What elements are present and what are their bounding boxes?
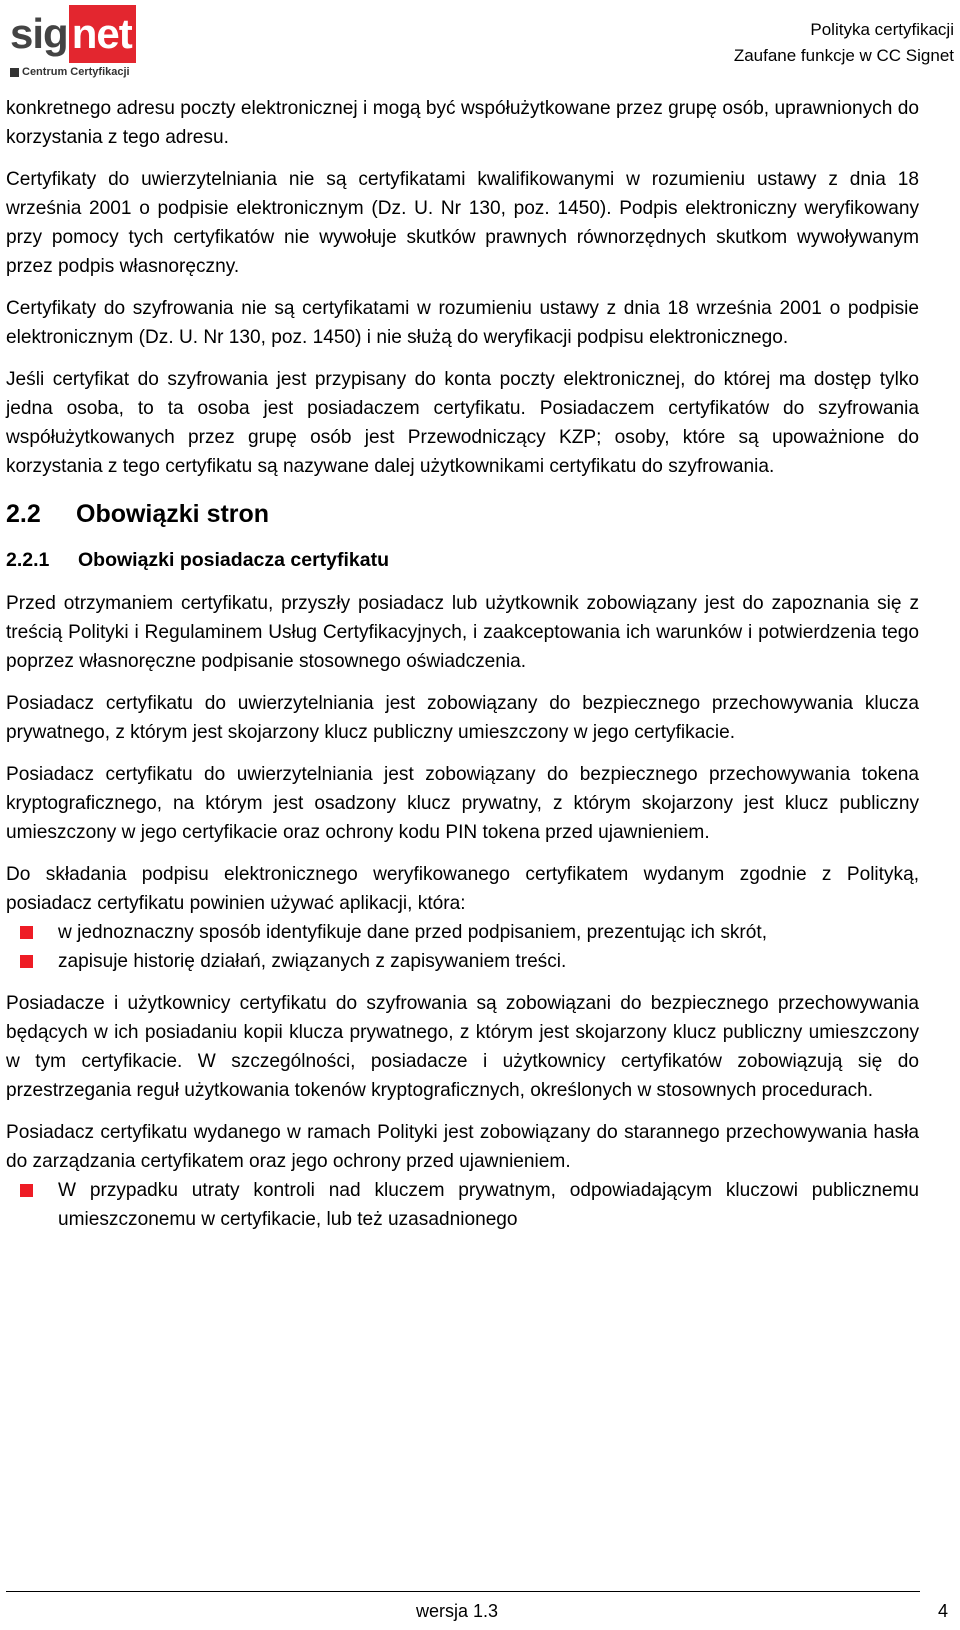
paragraph: Przed otrzymaniem certyfikatu, przyszły posiadacz lub użytkownik zobowiązany jest do zapoznania się z treścią Polityki i Regulaminem Usług Certyfikacyjnych, i zaakceptowania ich warunków i potwierdzenia tego poprzez własnoręczne podpisanie stosownego oświadczenia.	[6, 593, 919, 672]
document-subtitle: Zaufane funkcje w CC Signet	[733, 46, 954, 65]
document-title-block	[734, 17, 954, 69]
page-number: 4	[937, 1601, 948, 1621]
section-number: 2.2	[6, 500, 41, 528]
paragraph: Certyfikaty do uwierzytelniania nie są certyfikatami kwalifikowanymi w rozumieniu ustawy z dnia 18 września 2001 o podpisie elektronicznym (Dz. U. Nr 130, poz. 1450). Podpis elektroniczny weryfikowany przy pomocy tych certyfikatów nie wywołuje skutków prawnych równorzędnych skutkom wywoływanym przez podpis własnoręczny.	[6, 169, 919, 277]
square-icon	[10, 68, 19, 77]
paragraph: Posiadacz certyfikatu do uwierzytelniania jest zobowiązany do bezpiecznego przechowywania klucza prywatnego, z którym jest skojarzony klucz publiczny umieszczony w jego certyfikacie.	[6, 693, 919, 743]
page-content	[6, 94, 919, 1247]
footer-divider	[6, 1591, 920, 1592]
section-heading	[6, 499, 919, 529]
footer-version: wersja 1.3	[416, 1601, 499, 1621]
document-title: Polityka certyfikacji	[810, 20, 954, 39]
list-item	[6, 918, 919, 947]
page-header	[0, 0, 960, 86]
signet-logo	[6, 2, 132, 82]
subsection-number: 2.2.1	[6, 549, 50, 571]
bullet-square-icon	[20, 926, 33, 939]
logo-highlight: net	[69, 5, 136, 63]
paragraph: Certyfikaty do szyfrowania nie są certyfikatami w rozumieniu ustawy z dnia 18 września 2001 o podpisie elektronicznym (Dz. U. Nr 130, poz. 1450) i nie służą do weryfikacji podpisu elektronicznego.	[6, 298, 919, 348]
paragraph: Jeśli certyfikat do szyfrowania jest przypisany do konta poczty elektronicznej, do której ma dostęp tylko jedna osoba, to ta osoba jest posiadaczem certyfikatu. Posiadaczem certyfikatów do szyfrowania współużytkowanych przez grupę osób jest Przewodniczący KZP; osoby, które są upoważnione do korzystania z tego certyfikatu są nazywane dalej użytkownikami certyfikatu do szyfrowania.	[6, 369, 919, 477]
paragraph: Do składania podpisu elektronicznego weryfikowanego certyfikatem wydanym zgodnie z Polityką, posiadacz certyfikatu powinien używać aplikacji, która:	[6, 864, 919, 914]
subsection-heading	[6, 545, 919, 575]
logo-subtitle-text: Centrum Certyfikacji	[22, 66, 130, 78]
list-item-text: zapisuje historię działań, związanych z zapisywaniem treści.	[58, 951, 567, 972]
bullet-list	[6, 1176, 919, 1234]
logo-subtitle	[10, 66, 130, 78]
list-item-text: W przypadku utraty kontroli nad kluczem prywatnym, odpowiadającym kluczowi publicznemu umieszczonemu w certyfikacie, lub też uzasadnionego	[58, 1180, 919, 1230]
list-item-text: w jednoznaczny sposób identyfikuje dane przed podpisaniem, prezentując ich skrót,	[58, 922, 768, 943]
logo-prefix: sig	[10, 10, 68, 57]
bullet-list	[6, 918, 919, 976]
bullet-square-icon	[20, 955, 33, 968]
bullet-square-icon	[20, 1184, 33, 1197]
list-item	[6, 1176, 919, 1234]
paragraph: konkretnego adresu poczty elektronicznej i mogą być współużytkowane przez grupę osób, uprawnionych do korzystania z tego adresu.	[6, 98, 919, 148]
subsection-title: Obowiązki posiadacza certyfikatu	[78, 549, 390, 571]
list-item	[6, 947, 919, 976]
logo-wordmark	[10, 4, 136, 64]
paragraph: Posiadacz certyfikatu wydanego w ramach Polityki jest zobowiązany do starannego przechowywania hasła do zarządzania certyfikatem oraz jego ochrony przed ujawnieniem.	[6, 1122, 919, 1172]
paragraph: Posiadacz certyfikatu do uwierzytelniania jest zobowiązany do bezpiecznego przechowywania tokena kryptograficznego, na którym jest osadzony klucz prywatny, z którym skojarzony jest klucz publiczny umieszczony w jego certyfikacie oraz ochrony kodu PIN tokena przed ujawnieniem.	[6, 764, 919, 843]
paragraph: Posiadacze i użytkownicy certyfikatu do szyfrowania są zobowiązani do bezpiecznego przechowywania będących w ich posiadaniu kopii klucza prywatnego, z którym jest skojarzony klucz publiczny umieszczony w tym certyfikacie. W szczególności, posiadacze i użytkownicy certyfikatów zobowiązują się do przestrzegania reguł użytkowania tokenów kryptograficznych, określonych w stosownych procedurach.	[6, 993, 919, 1101]
section-title: Obowiązki stron	[76, 500, 270, 528]
